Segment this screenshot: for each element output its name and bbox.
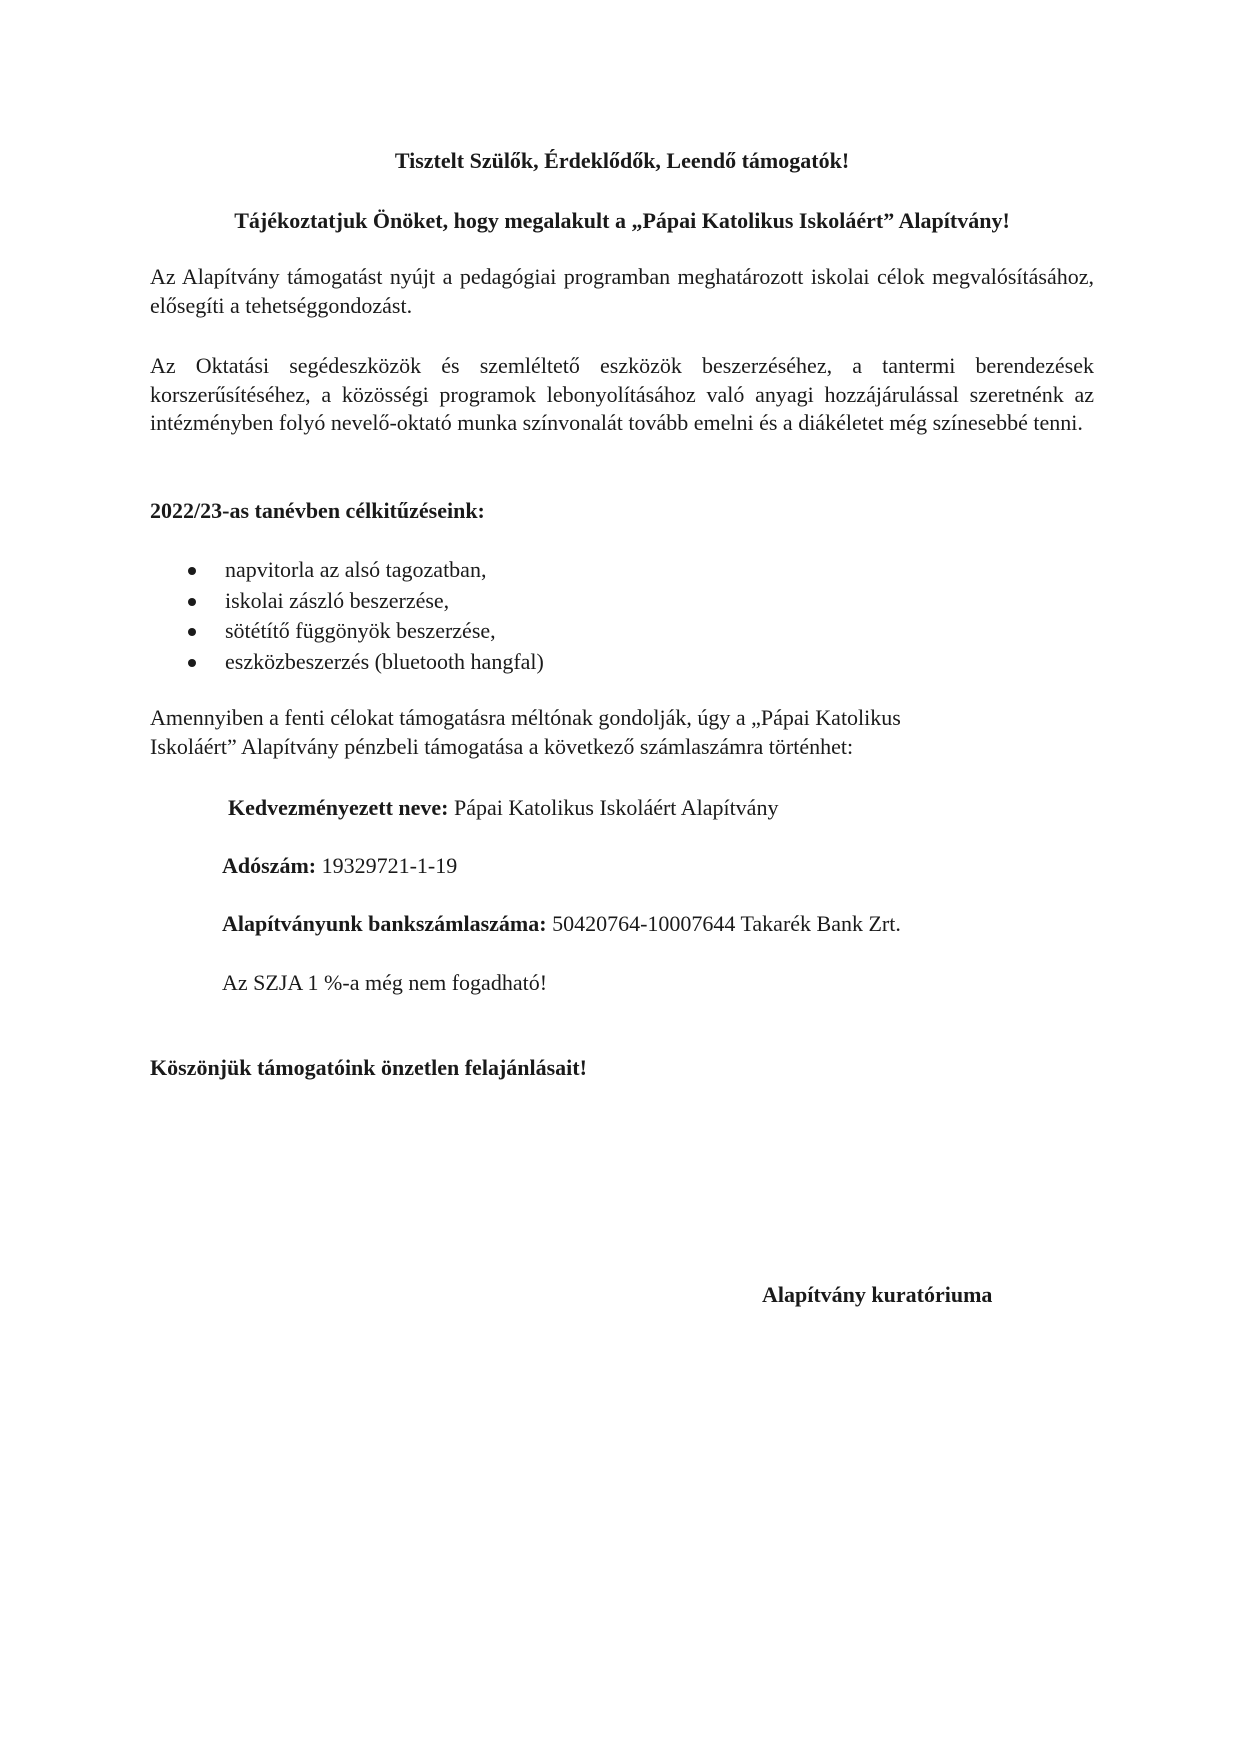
goal-text: iskolai zászló beszerzése, [225, 587, 450, 613]
bank-account-line [222, 910, 901, 938]
thanks-line: Köszönjük támogatóink önzetlen felajánlásait! [150, 1055, 587, 1080]
goal-text: sötétítő függönyök beszerzése, [225, 618, 496, 643]
paragraph-contribution: Az Oktatási segédeszközök és szemléltető eszközök beszerzéséhez, a tantermi berendezések korszerűsítéséhez, a közösségi programok lebonyolításához való anyagi hozzájárulással szeretnénk az intézményben folyó nevelő-oktató munka színvonalát tovább emelni és a diákéletet még színesebbé tenni. [150, 353, 1094, 435]
bullet-dot-icon [188, 567, 196, 575]
tax-number-label: Adószám: [222, 853, 317, 878]
goal-item [150, 555, 544, 586]
paragraph-purpose: Az Alapítvány támogatást nyújt a pedagógiai programban meghatározott iskolai célok megvalósításához, elősegíti a tehetséggondozást. [150, 264, 1094, 318]
signature: Alapítvány kuratóriuma [762, 1282, 993, 1307]
goal-text: napvitorla az alsó tagozatban, [225, 557, 487, 582]
goal-item [150, 616, 544, 647]
bullet-dot-icon [188, 628, 196, 636]
bullet-dot-icon [188, 659, 196, 667]
szja-note: Az SZJA 1 %-a még nem fogadható! [222, 970, 548, 995]
bank-account-label: Alapítványunk bankszámlaszáma: [222, 911, 547, 936]
announcement-heading: Tájékoztatjuk Önöket, hogy megalakult a „Pápai Katolikus Iskoláért” Alapítvány! [234, 208, 1010, 233]
letter-page [150, 0, 1094, 1754]
support-line: Amennyiben a fenti célokat támogatásra méltónak gondolják, úgy a „Pápai Katolikus [150, 705, 901, 730]
tax-number-value: 19329721-1-19 [321, 853, 458, 878]
support-paragraph [150, 704, 1050, 761]
support-line: Iskoláért” Alapítvány pénzbeli támogatása a következő számlaszámra történhet: [150, 733, 854, 759]
greeting-heading: Tisztelt Szülők, Érdeklődők, Leendő támogatók! [394, 148, 850, 173]
tax-number-line [222, 852, 457, 880]
goal-text: eszközbeszerzés (bluetooth hangfal) [225, 648, 544, 674]
bank-account-value: 50420764-10007644 Takarék Bank Zrt. [552, 911, 901, 936]
bullet-dot-icon [188, 598, 196, 606]
beneficiary-value: Pápai Katolikus Iskoláért Alapítvány [454, 795, 779, 820]
beneficiary-line [228, 794, 778, 822]
goal-item [150, 586, 544, 617]
goals-list [150, 555, 544, 677]
goal-item [150, 647, 544, 678]
goals-heading: 2022/23-as tanévben célkitűzéseink: [150, 498, 485, 523]
beneficiary-label: Kedvezményezett neve: [228, 795, 449, 820]
